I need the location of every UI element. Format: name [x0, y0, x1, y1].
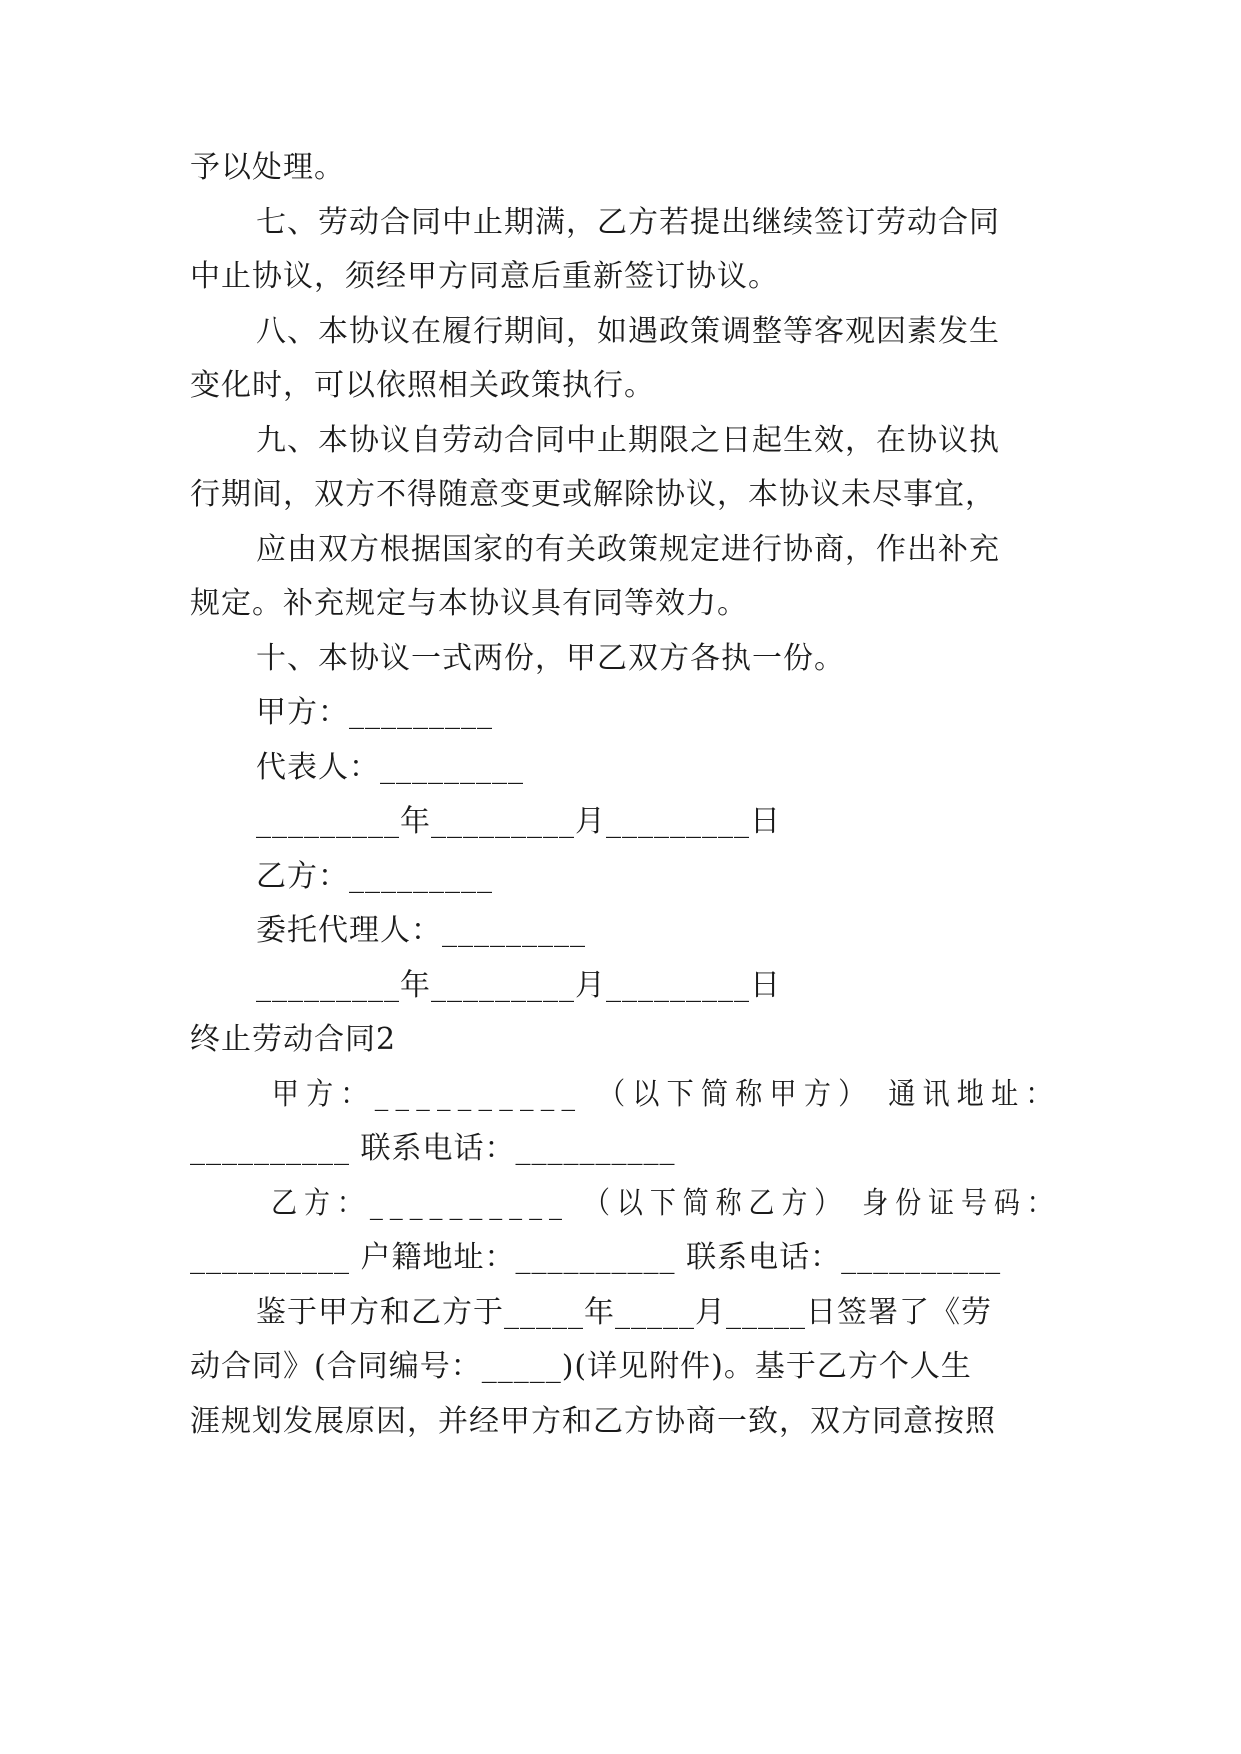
section-title: 终止劳动合同2	[190, 1022, 397, 1057]
text-line: 八、本协议在履行期间，如遇政策调整等客观因素发生	[256, 314, 1000, 349]
text-line: 七、劳动合同中止期满，乙方若提出继续签订劳动合同	[256, 205, 1000, 240]
signature-field: 代表人：_________	[256, 750, 524, 785]
text-line: 动合同》(合同编号：_____)(详见附件)。基于乙方个人生	[190, 1349, 972, 1384]
text-line: 中止协议，须经甲方同意后重新签订协议。	[190, 259, 779, 294]
text-line: 行期间，双方不得随意变更或解除协议，本协议未尽事宜，	[190, 477, 996, 512]
text-line: 应由双方根据国家的有关政策规定进行协商，作出补充	[256, 532, 1000, 567]
date-field: _________年_________月_________日	[256, 804, 781, 839]
text-line: 十、本协议一式两份，甲乙双方各执一份。	[256, 641, 845, 676]
signature-field: 乙方：_________	[256, 859, 493, 894]
text-line: 涯规划发展原因，并经甲方和乙方协商一致，双方同意按照	[190, 1404, 996, 1439]
signature-field: 委托代理人：_________	[256, 913, 586, 948]
date-field: _________年_________月_________日	[256, 968, 781, 1003]
text-line: __________ 联系电话：__________	[190, 1131, 676, 1166]
signature-field: 甲方：_________	[256, 695, 493, 730]
text-line: 九、本协议自劳动合同中止期限之日起生效，在协议执	[256, 423, 1000, 458]
text-line: 乙方：__________ （以下简称乙方） 身份证号码：	[256, 1186, 1060, 1221]
text-line: 鉴于甲方和乙方于_____年_____月_____日签署了《劳	[256, 1295, 992, 1330]
text-line: 予以处理。	[190, 150, 345, 185]
text-line: 变化时，可以依照相关政策执行。	[190, 368, 655, 403]
text-line: 规定。补充规定与本协议具有同等效力。	[190, 586, 748, 621]
text-line: __________ 户籍地址：__________ 联系电话：__________	[190, 1240, 1002, 1275]
text-line: 甲方：__________ （以下简称甲方） 通讯地址：	[256, 1077, 1060, 1112]
